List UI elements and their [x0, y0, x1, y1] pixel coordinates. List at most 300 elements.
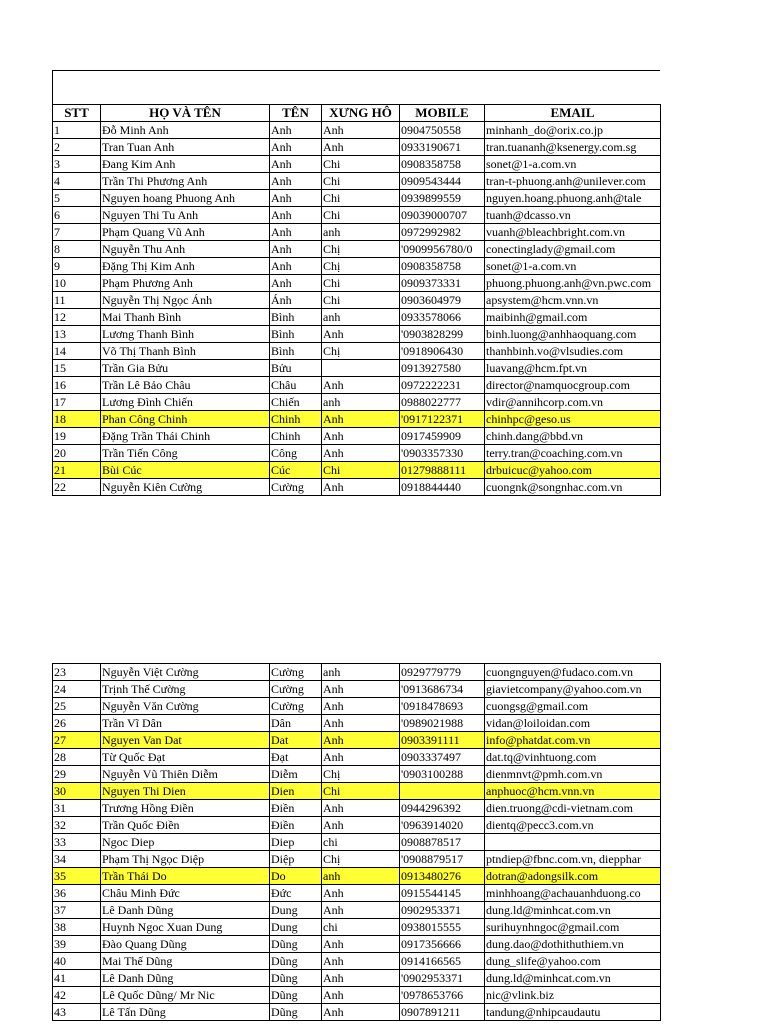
table-row — [53, 800, 661, 817]
cell-email[interactable]: giavietcompany@yahoo.com.vn — [485, 681, 661, 698]
cell-email[interactable]: info@phatdat.com.vn — [485, 732, 661, 749]
cell-full-name[interactable]: Mai Thế Dũng — [101, 953, 270, 970]
cell-first-name[interactable]: Anh — [270, 190, 322, 207]
cell-mobile[interactable]: 0909373331 — [400, 275, 485, 292]
cell-mobile[interactable]: 0908358758 — [400, 258, 485, 275]
cell-full-name[interactable]: Trần Thái Do — [101, 868, 270, 885]
cell-first-name[interactable]: Dung — [270, 919, 322, 936]
table-row — [53, 343, 661, 360]
cell-first-name[interactable]: Điền — [270, 800, 322, 817]
cell-stt[interactable]: 20 — [53, 445, 101, 462]
cell-email[interactable]: luavang@hcm.fpt.vn — [485, 360, 661, 377]
cell-first-name[interactable]: Anh — [270, 224, 322, 241]
cell-salutation[interactable]: anh — [322, 224, 400, 241]
cell-full-name[interactable]: Đặng Trần Thái Chinh — [101, 428, 270, 445]
cell-stt[interactable]: 33 — [53, 834, 101, 851]
cell-first-name[interactable]: Dân — [270, 715, 322, 732]
cell-salutation[interactable]: Anh — [322, 749, 400, 766]
cell-first-name[interactable]: Anh — [270, 139, 322, 156]
cell-first-name[interactable]: Anh — [270, 173, 322, 190]
cell-first-name[interactable]: Anh — [270, 207, 322, 224]
cell-salutation[interactable]: chi — [322, 919, 400, 936]
cell-email[interactable]: minhanh_do@orix.co.jp — [485, 122, 661, 139]
cell-salutation[interactable]: Anh — [322, 326, 400, 343]
cell-salutation[interactable]: Anh — [322, 411, 400, 428]
cell-mobile[interactable]: '0989021988 — [400, 715, 485, 732]
cell-mobile[interactable]: 0908358758 — [400, 156, 485, 173]
cell-first-name[interactable]: Diệp — [270, 851, 322, 868]
cell-full-name[interactable]: Nguyen Thi Dien — [101, 783, 270, 800]
cell-stt[interactable]: 34 — [53, 851, 101, 868]
cell-stt[interactable]: 18 — [53, 411, 101, 428]
cell-mobile[interactable]: '0918478693 — [400, 698, 485, 715]
cell-full-name[interactable]: Phan Công Chinh — [101, 411, 270, 428]
cell-full-name[interactable]: Trần Quốc Điền — [101, 817, 270, 834]
cell-full-name[interactable]: Nguyen hoang Phuong Anh — [101, 190, 270, 207]
cell-mobile[interactable]: 0944296392 — [400, 800, 485, 817]
cell-mobile[interactable]: '0908879517 — [400, 851, 485, 868]
cell-mobile[interactable]: 0914166565 — [400, 953, 485, 970]
cell-mobile[interactable]: 0972992982 — [400, 224, 485, 241]
cell-mobile[interactable]: 0972222231 — [400, 377, 485, 394]
header-salutation: XƯNG HÔ — [322, 105, 400, 122]
cell-email[interactable]: sonet@1-a.com.vn — [485, 258, 661, 275]
cell-full-name[interactable]: Trần Vĩ Dân — [101, 715, 270, 732]
cell-first-name[interactable]: Anh — [270, 275, 322, 292]
cell-mobile[interactable]: 0903391111 — [400, 732, 485, 749]
cell-mobile[interactable]: '0917122371 — [400, 411, 485, 428]
cell-email[interactable]: tuanh@dcasso.vn — [485, 207, 661, 224]
cell-first-name[interactable]: Dũng — [270, 1004, 322, 1021]
cell-stt[interactable]: 28 — [53, 749, 101, 766]
cell-email[interactable]: vidan@loiloidan.com — [485, 715, 661, 732]
cell-stt[interactable]: 14 — [53, 343, 101, 360]
cell-stt[interactable]: 8 — [53, 241, 101, 258]
cell-full-name[interactable]: Tran Tuan Anh — [101, 139, 270, 156]
cell-mobile[interactable]: 0913927580 — [400, 360, 485, 377]
cell-email[interactable]: nguyen.hoang.phuong.anh@tale — [485, 190, 661, 207]
cell-full-name[interactable]: Đặng Thị Kim Anh — [101, 258, 270, 275]
cell-stt[interactable]: 9 — [53, 258, 101, 275]
cell-email[interactable]: nic@vlink.biz — [485, 987, 661, 1004]
cell-salutation[interactable]: Anh — [322, 122, 400, 139]
cell-salutation[interactable]: Chi — [322, 462, 400, 479]
cell-stt[interactable]: 39 — [53, 936, 101, 953]
cell-mobile[interactable]: '0903100288 — [400, 766, 485, 783]
cell-salutation[interactable]: Anh — [322, 817, 400, 834]
cell-first-name[interactable]: Công — [270, 445, 322, 462]
table-row — [53, 224, 661, 241]
cell-salutation[interactable]: Chi — [322, 207, 400, 224]
table-row — [53, 173, 661, 190]
cell-first-name[interactable]: Đạt — [270, 749, 322, 766]
cell-first-name[interactable]: Bình — [270, 343, 322, 360]
cell-first-name[interactable]: Cường — [270, 479, 322, 496]
header-row — [53, 105, 661, 122]
cell-first-name[interactable]: Châu — [270, 377, 322, 394]
cell-full-name[interactable]: Phạm Thị Ngọc Diệp — [101, 851, 270, 868]
cell-mobile[interactable]: 0929779779 — [400, 664, 485, 681]
cell-email[interactable]: vuanh@bleachbright.com.vn — [485, 224, 661, 241]
cell-full-name[interactable]: Nguyễn Vũ Thiên Diễm — [101, 766, 270, 783]
cell-full-name[interactable]: Nguyen Van Dat — [101, 732, 270, 749]
cell-email[interactable]: dat.tq@vinhtuong.com — [485, 749, 661, 766]
cell-first-name[interactable]: Dien — [270, 783, 322, 800]
cell-email[interactable]: binh.luong@anhhaoquang.com — [485, 326, 661, 343]
table-row — [53, 936, 661, 953]
cell-first-name[interactable]: Anh — [270, 258, 322, 275]
cell-salutation[interactable]: anh — [322, 309, 400, 326]
cell-email[interactable]: director@namquocgroup.com — [485, 377, 661, 394]
cell-mobile[interactable]: 0915544145 — [400, 885, 485, 902]
cell-stt[interactable]: 26 — [53, 715, 101, 732]
cell-full-name[interactable]: Trương Hồng Điền — [101, 800, 270, 817]
cell-stt[interactable]: 22 — [53, 479, 101, 496]
table-row — [53, 139, 661, 156]
cell-salutation[interactable]: Chi — [322, 173, 400, 190]
cell-email[interactable]: vdir@annihcorp.com.vn — [485, 394, 661, 411]
cell-salutation[interactable]: Anh — [322, 885, 400, 902]
cell-mobile[interactable]: 0909543444 — [400, 173, 485, 190]
cell-first-name[interactable]: Cường — [270, 664, 322, 681]
cell-email[interactable]: tandung@nhipcaudautu — [485, 1004, 661, 1021]
cell-email[interactable]: sonet@1-a.com.vn — [485, 156, 661, 173]
table-row — [53, 122, 661, 139]
table-row — [53, 715, 661, 732]
cell-stt[interactable]: 37 — [53, 902, 101, 919]
cell-full-name[interactable]: Trần Thi Phương Anh — [101, 173, 270, 190]
cell-salutation[interactable]: Chị — [322, 851, 400, 868]
table-row — [53, 919, 661, 936]
cell-salutation[interactable]: Chi — [322, 275, 400, 292]
table-row — [53, 783, 661, 800]
cell-stt[interactable]: 40 — [53, 953, 101, 970]
cell-first-name[interactable]: Anh — [270, 156, 322, 173]
cell-email[interactable]: phuong.phuong.anh@vn.pwc.com — [485, 275, 661, 292]
cell-mobile[interactable]: 0917356666 — [400, 936, 485, 953]
cell-stt[interactable]: 30 — [53, 783, 101, 800]
cell-full-name[interactable]: Châu Minh Đức — [101, 885, 270, 902]
cell-stt[interactable]: 25 — [53, 698, 101, 715]
table-row — [53, 190, 661, 207]
cell-salutation[interactable]: Chị — [322, 258, 400, 275]
cell-mobile[interactable]: 0904750558 — [400, 122, 485, 139]
cell-full-name[interactable]: Lê Tấn Dũng — [101, 1004, 270, 1021]
cell-salutation[interactable]: Chị — [322, 241, 400, 258]
cell-mobile[interactable]: 01279888111 — [400, 462, 485, 479]
cell-stt[interactable]: 7 — [53, 224, 101, 241]
cell-full-name[interactable]: Nguyễn Việt Cường — [101, 664, 270, 681]
cell-full-name[interactable]: Nguyễn Thu Anh — [101, 241, 270, 258]
table-row — [53, 156, 661, 173]
cell-stt[interactable]: 3 — [53, 156, 101, 173]
cell-salutation[interactable]: Anh — [322, 953, 400, 970]
cell-first-name[interactable]: Điền — [270, 817, 322, 834]
cell-mobile[interactable]: 0988022777 — [400, 394, 485, 411]
table-row — [53, 241, 661, 258]
cell-salutation[interactable]: Anh — [322, 987, 400, 1004]
cell-first-name[interactable]: Anh — [270, 122, 322, 139]
cell-email[interactable]: thanhbinh.vo@vlsudies.com — [485, 343, 661, 360]
contact-table-part-1 — [52, 104, 660, 496]
cell-first-name[interactable]: Cường — [270, 681, 322, 698]
table-row — [53, 902, 661, 919]
cell-first-name[interactable]: Chinh — [270, 428, 322, 445]
cell-stt[interactable]: 29 — [53, 766, 101, 783]
cell-mobile[interactable]: 0913480276 — [400, 868, 485, 885]
cell-stt[interactable]: 17 — [53, 394, 101, 411]
cell-mobile[interactable]: 0917459909 — [400, 428, 485, 445]
title-area — [52, 70, 660, 104]
cell-full-name[interactable]: Lê Quốc Dũng/ Mr Nic — [101, 987, 270, 1004]
cell-stt[interactable]: 10 — [53, 275, 101, 292]
cell-stt[interactable]: 11 — [53, 292, 101, 309]
cell-mobile[interactable]: 0933190671 — [400, 139, 485, 156]
cell-email[interactable]: terry.tran@coaching.com.vn — [485, 445, 661, 462]
cell-full-name[interactable]: Lương Đình Chiến — [101, 394, 270, 411]
table-row — [53, 207, 661, 224]
cell-mobile[interactable]: 0933578066 — [400, 309, 485, 326]
cell-mobile[interactable]: 0903337497 — [400, 749, 485, 766]
cell-email[interactable]: cuongnguyen@fudaco.com.vn — [485, 664, 661, 681]
table-row — [53, 411, 661, 428]
cell-stt[interactable]: 38 — [53, 919, 101, 936]
cell-first-name[interactable]: Dat — [270, 732, 322, 749]
cell-email[interactable]: maibinh@gmail.com — [485, 309, 661, 326]
cell-mobile[interactable]: '0913686734 — [400, 681, 485, 698]
cell-stt[interactable]: 27 — [53, 732, 101, 749]
cell-email[interactable]: ptndiep@fbnc.com.vn, diepphar — [485, 851, 661, 868]
header-email: EMAIL — [485, 105, 661, 122]
cell-mobile[interactable]: 0907891211 — [400, 1004, 485, 1021]
cell-first-name[interactable]: Bình — [270, 326, 322, 343]
cell-email[interactable]: tran.tuananh@ksenergy.com.sg — [485, 139, 661, 156]
header-stt: STT — [53, 105, 101, 122]
cell-salutation[interactable]: Anh — [322, 902, 400, 919]
table-row — [53, 275, 661, 292]
cell-first-name[interactable]: Cường — [270, 698, 322, 715]
cell-stt[interactable]: 13 — [53, 326, 101, 343]
cell-salutation[interactable]: Anh — [322, 377, 400, 394]
table-row — [53, 664, 661, 681]
cell-stt[interactable]: 1 — [53, 122, 101, 139]
cell-email[interactable]: surihuynhngoc@gmail.com — [485, 919, 661, 936]
cell-stt[interactable]: 16 — [53, 377, 101, 394]
cell-email[interactable]: dung.ld@minhcat.com.vn — [485, 970, 661, 987]
cell-full-name[interactable]: Đỗ Minh Anh — [101, 122, 270, 139]
cell-stt[interactable]: 24 — [53, 681, 101, 698]
cell-full-name[interactable]: Trần Gia Bửu — [101, 360, 270, 377]
cell-stt[interactable]: 31 — [53, 800, 101, 817]
cell-first-name[interactable]: Dũng — [270, 970, 322, 987]
cell-full-name[interactable]: Ngoc Diep — [101, 834, 270, 851]
cell-email[interactable] — [485, 834, 661, 851]
cell-full-name[interactable]: Phạm Phương Anh — [101, 275, 270, 292]
cell-stt[interactable]: 41 — [53, 970, 101, 987]
cell-full-name[interactable]: Phạm Quang Vũ Anh — [101, 224, 270, 241]
cell-stt[interactable]: 36 — [53, 885, 101, 902]
cell-salutation[interactable]: Chi — [322, 292, 400, 309]
cell-mobile[interactable] — [400, 783, 485, 800]
cell-salutation[interactable] — [322, 360, 400, 377]
cell-email[interactable]: minhhoang@achauanhduong.co — [485, 885, 661, 902]
cell-full-name[interactable]: Từ Quốc Đạt — [101, 749, 270, 766]
table-row — [53, 428, 661, 445]
cell-email[interactable]: conectinglady@gmail.com — [485, 241, 661, 258]
cell-first-name[interactable]: Anh — [270, 241, 322, 258]
header-full-name: HỌ VÀ TÊN — [101, 105, 270, 122]
cell-full-name[interactable]: Đào Quang Dũng — [101, 936, 270, 953]
cell-stt[interactable]: 23 — [53, 664, 101, 681]
cell-full-name[interactable]: Nguyen Thi Tu Anh — [101, 207, 270, 224]
cell-mobile[interactable]: 0939899559 — [400, 190, 485, 207]
table-row — [53, 1004, 661, 1021]
cell-salutation[interactable]: anh — [322, 664, 400, 681]
cell-salutation[interactable]: Anh — [322, 479, 400, 496]
table-row — [53, 360, 661, 377]
cell-salutation[interactable]: Anh — [322, 936, 400, 953]
cell-full-name[interactable]: Trần Tiến Công — [101, 445, 270, 462]
cell-mobile[interactable]: 0902953371 — [400, 902, 485, 919]
cell-salutation[interactable]: Chi — [322, 783, 400, 800]
cell-full-name[interactable]: Đang Kim Anh — [101, 156, 270, 173]
cell-mobile[interactable]: 0903604979 — [400, 292, 485, 309]
cell-mobile[interactable]: 0908878517 — [400, 834, 485, 851]
table-row — [53, 681, 661, 698]
cell-email[interactable]: apsystem@hcm.vnn.vn — [485, 292, 661, 309]
cell-mobile[interactable]: '0909956780/0 — [400, 241, 485, 258]
cell-stt[interactable]: 5 — [53, 190, 101, 207]
cell-salutation[interactable]: Anh — [322, 715, 400, 732]
cell-full-name[interactable]: Trịnh Thế Cường — [101, 681, 270, 698]
cell-full-name[interactable]: Nguyễn Văn Cường — [101, 698, 270, 715]
cell-first-name[interactable]: Chinh — [270, 411, 322, 428]
cell-email[interactable]: dientq@pecc3.com.vn — [485, 817, 661, 834]
cell-salutation[interactable]: Anh — [322, 445, 400, 462]
cell-stt[interactable]: 12 — [53, 309, 101, 326]
cell-email[interactable]: tran-t-phuong.anh@unilever.com — [485, 173, 661, 190]
cell-salutation[interactable]: Anh — [322, 428, 400, 445]
table-row — [53, 309, 661, 326]
table-row — [53, 394, 661, 411]
table-row — [53, 292, 661, 309]
cell-first-name[interactable]: Dũng — [270, 987, 322, 1004]
cell-full-name[interactable]: Bùi Cúc — [101, 462, 270, 479]
cell-stt[interactable]: 21 — [53, 462, 101, 479]
cell-first-name[interactable]: Cúc — [270, 462, 322, 479]
cell-full-name[interactable]: Lương Thanh Bình — [101, 326, 270, 343]
header-first-name: TÊN — [270, 105, 322, 122]
table-row — [53, 749, 661, 766]
table-row — [53, 766, 661, 783]
table-row — [53, 732, 661, 749]
cell-full-name[interactable]: Trần Lê Bảo Châu — [101, 377, 270, 394]
cell-salutation[interactable]: Anh — [322, 800, 400, 817]
cell-email[interactable]: dung_slife@yahoo.com — [485, 953, 661, 970]
cell-salutation[interactable]: anh — [322, 394, 400, 411]
cell-salutation[interactable]: Chi — [322, 190, 400, 207]
table-row — [53, 970, 661, 987]
cell-email[interactable]: dung.dao@dothithuthiem.vn — [485, 936, 661, 953]
table-row — [53, 885, 661, 902]
cell-first-name[interactable]: Diễm — [270, 766, 322, 783]
table-body-2 — [53, 664, 661, 1021]
cell-salutation[interactable]: Anh — [322, 1004, 400, 1021]
cell-salutation[interactable]: Anh — [322, 732, 400, 749]
cell-email[interactable]: cuongnk@songnhac.com.vn — [485, 479, 661, 496]
cell-email[interactable]: anphuoc@hcm.vnn.vn — [485, 783, 661, 800]
cell-salutation[interactable]: anh — [322, 868, 400, 885]
cell-stt[interactable]: 19 — [53, 428, 101, 445]
cell-email[interactable]: drbuicuc@yahoo.com — [485, 462, 661, 479]
cell-email[interactable]: dung.ld@minhcat.com.vn — [485, 902, 661, 919]
cell-salutation[interactable]: Anh — [322, 698, 400, 715]
cell-full-name[interactable]: Võ Thị Thanh Bình — [101, 343, 270, 360]
cell-mobile[interactable]: 0938015555 — [400, 919, 485, 936]
cell-full-name[interactable]: Lê Danh Dũng — [101, 970, 270, 987]
cell-email[interactable]: chinh.dang@bbd.vn — [485, 428, 661, 445]
cell-stt[interactable]: 6 — [53, 207, 101, 224]
cell-mobile[interactable]: '0903828299 — [400, 326, 485, 343]
cell-salutation[interactable]: Chi — [322, 156, 400, 173]
cell-mobile[interactable]: '0978653766 — [400, 987, 485, 1004]
cell-salutation[interactable]: Chị — [322, 766, 400, 783]
cell-first-name[interactable]: Dung — [270, 902, 322, 919]
cell-first-name[interactable]: Bửu — [270, 360, 322, 377]
cell-email[interactable]: cuongsg@gmail.com — [485, 698, 661, 715]
cell-stt[interactable]: 4 — [53, 173, 101, 190]
cell-first-name[interactable]: Đức — [270, 885, 322, 902]
cell-first-name[interactable]: Bình — [270, 309, 322, 326]
cell-mobile[interactable]: '0963914020 — [400, 817, 485, 834]
cell-full-name[interactable]: Huynh Ngoc Xuan Dung — [101, 919, 270, 936]
cell-full-name[interactable]: Nguyễn Thị Ngọc Ánh — [101, 292, 270, 309]
cell-full-name[interactable]: Mai Thanh Bình — [101, 309, 270, 326]
cell-email[interactable]: dien.truong@cdi-vietnam.com — [485, 800, 661, 817]
cell-first-name[interactable]: Chiến — [270, 394, 322, 411]
cell-first-name[interactable]: Dũng — [270, 936, 322, 953]
cell-stt[interactable]: 2 — [53, 139, 101, 156]
cell-stt[interactable]: 42 — [53, 987, 101, 1004]
cell-first-name[interactable]: Ánh — [270, 292, 322, 309]
cell-mobile[interactable]: '0902953371 — [400, 970, 485, 987]
cell-email[interactable]: chinhpc@geso.us — [485, 411, 661, 428]
cell-salutation[interactable]: Anh — [322, 970, 400, 987]
cell-first-name[interactable]: Diep — [270, 834, 322, 851]
cell-mobile[interactable]: 0918844440 — [400, 479, 485, 496]
cell-mobile[interactable]: 09039000707 — [400, 207, 485, 224]
cell-stt[interactable]: 15 — [53, 360, 101, 377]
table-row — [53, 698, 661, 715]
cell-email[interactable]: dienmnvt@pmh.com.vn — [485, 766, 661, 783]
cell-salutation[interactable]: Anh — [322, 681, 400, 698]
cell-stt[interactable]: 35 — [53, 868, 101, 885]
cell-mobile[interactable]: '0918906430 — [400, 343, 485, 360]
cell-mobile[interactable]: '0903357330 — [400, 445, 485, 462]
cell-stt[interactable]: 32 — [53, 817, 101, 834]
cell-email[interactable]: dotran@adongsilk.com — [485, 868, 661, 885]
cell-full-name[interactable]: Lê Danh Dũng — [101, 902, 270, 919]
cell-first-name[interactable]: Dũng — [270, 953, 322, 970]
cell-salutation[interactable]: chi — [322, 834, 400, 851]
cell-full-name[interactable]: Nguyễn Kiên Cường — [101, 479, 270, 496]
table-body-1 — [53, 122, 661, 496]
cell-salutation[interactable]: Anh — [322, 139, 400, 156]
cell-first-name[interactable]: Do — [270, 868, 322, 885]
table-row — [53, 326, 661, 343]
cell-salutation[interactable]: Chị — [322, 343, 400, 360]
cell-stt[interactable]: 43 — [53, 1004, 101, 1021]
